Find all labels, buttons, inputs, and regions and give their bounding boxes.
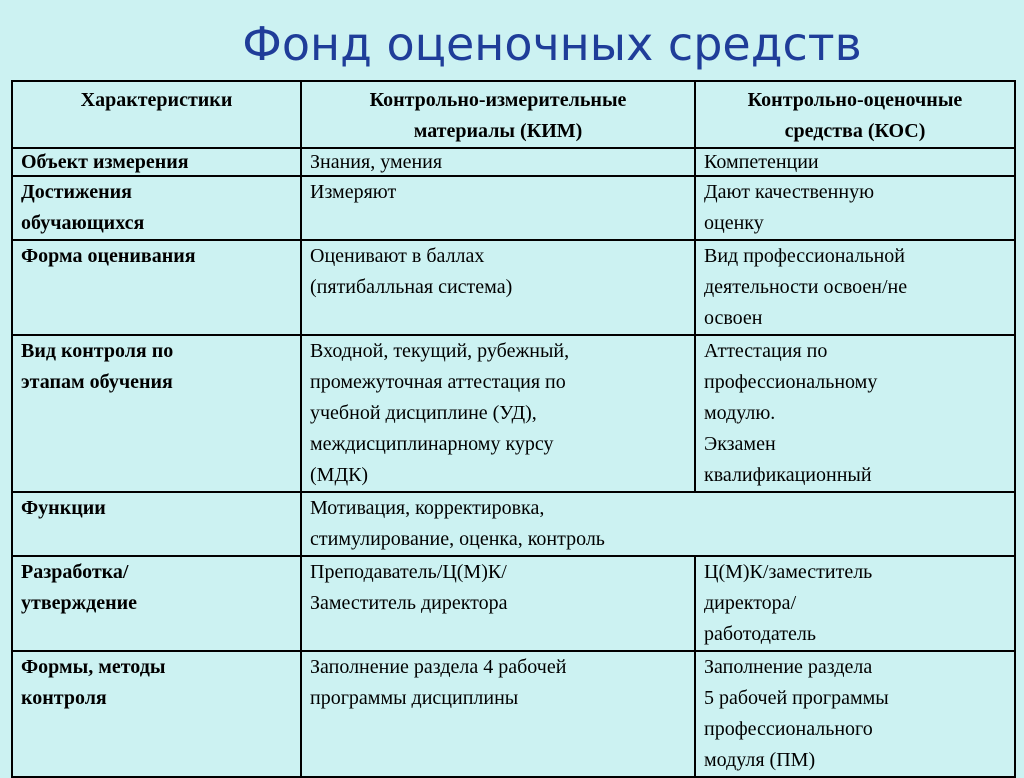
table-row [12, 148, 1015, 176]
row-label: Форма оценивания [12, 240, 301, 335]
row-label: Объект измерения [12, 148, 301, 176]
kos-cell: Заполнение раздела 5 рабочей программы профессионального модуля (ПМ) [695, 651, 1015, 777]
table-row [12, 492, 1015, 556]
table-row [12, 651, 1015, 777]
table-row [12, 556, 1015, 651]
kos-cell: Дают качественную оценку [695, 176, 1015, 240]
row-label: Вид контроля по этапам обучения [12, 335, 301, 492]
kim-cell: Знания, умения [301, 148, 695, 176]
header-kos: Контрольно-оценочные средства (КОС) [695, 81, 1015, 148]
kos-cell: Компетенции [695, 148, 1015, 176]
kos-cell: Ц(М)К/заместитель директора/ работодатель [695, 556, 1015, 651]
comparison-table [11, 80, 1016, 778]
kos-cell: Вид профессиональной деятельности освоен/не освоен [695, 240, 1015, 335]
table-header-row [12, 81, 1015, 148]
header-characteristics: Характеристики [12, 81, 301, 148]
row-label: Функции [12, 492, 301, 556]
kim-cell: Преподаватель/Ц(М)К/ Заместитель директора [301, 556, 695, 651]
kim-cell: Измеряют [301, 176, 695, 240]
row-label: Достижения обучающихся [12, 176, 301, 240]
header-kim: Контрольно-измерительные материалы (КИМ) [301, 81, 695, 148]
table-row [12, 335, 1015, 492]
merged-cell: Мотивация, корректировка, стимулирование, оценка, контроль [301, 492, 1015, 556]
table-row [12, 176, 1015, 240]
kos-cell: Аттестация по профессиональному модулю. Экзамен квалификационный [695, 335, 1015, 492]
kim-cell: Входной, текущий, рубежный, промежуточная аттестация по учебной дисциплине (УД), междисциплинарному курсу (МДК) [301, 335, 695, 492]
table-row [12, 240, 1015, 335]
row-label: Формы, методы контроля [12, 651, 301, 777]
row-label: Разработка/ утверждение [12, 556, 301, 651]
slide-title: Фонд оценочных средств [242, 17, 862, 71]
kim-cell: Оценивают в баллах (пятибалльная система) [301, 240, 695, 335]
kim-cell: Заполнение раздела 4 рабочей программы дисциплины [301, 651, 695, 777]
